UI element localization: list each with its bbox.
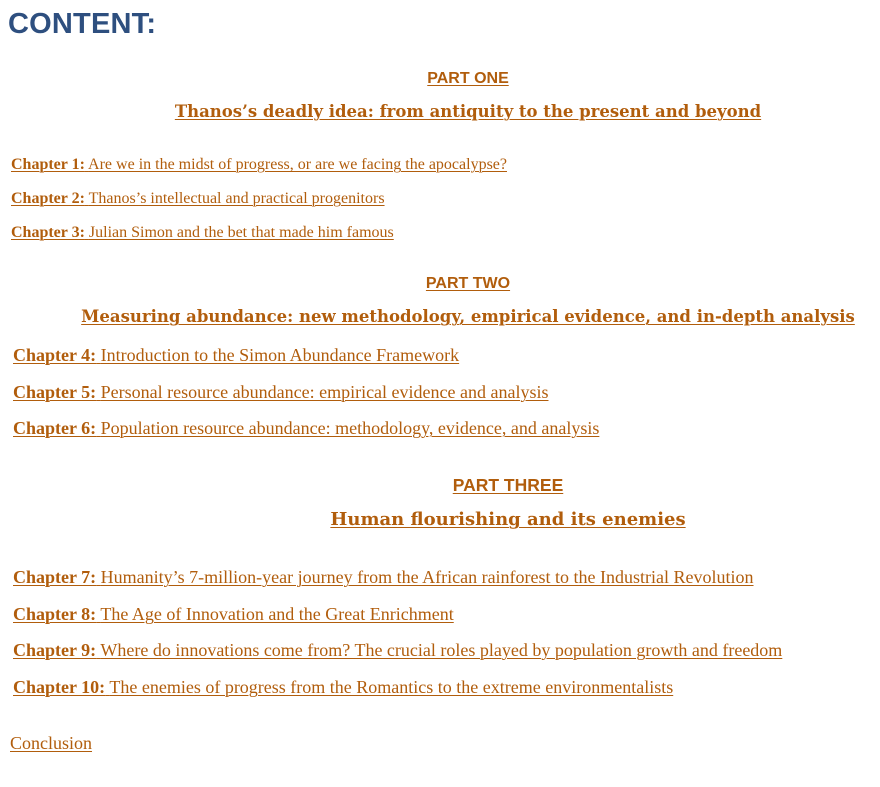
chapter-number: Chapter 4: xyxy=(13,345,97,365)
chapter-title: Introduction to the Simon Abundance Framework xyxy=(100,345,460,365)
chapter-title: Where do innovations come from? The crucial roles played by population growth and freedom xyxy=(100,640,783,660)
chapter-2-link[interactable] xyxy=(11,190,385,208)
part-two-title[interactable]: Measuring abundance: new methodology, empirical evidence, and in-depth analysis xyxy=(81,307,855,326)
chapter-3-link[interactable] xyxy=(11,224,394,242)
chapter-number: Chapter 6: xyxy=(13,418,97,438)
chapter-title: Are we in the midst of progress, or are we facing the apocalypse? xyxy=(88,156,507,173)
chapter-title: Population resource abundance: methodology, evidence, and analysis xyxy=(100,418,600,438)
chapter-title: Thanos’s intellectual and practical progenitors xyxy=(88,190,385,207)
chapter-number: Chapter 10: xyxy=(13,677,106,697)
chapter-8-link[interactable] xyxy=(13,604,454,625)
chapter-4-link[interactable] xyxy=(13,345,459,366)
chapter-title: The enemies of progress from the Romantics to the extreme environmentalists xyxy=(109,677,674,697)
part-one-title[interactable]: Thanos’s deadly idea: from antiquity to the present and beyond xyxy=(174,102,762,121)
part-three-label[interactable]: PART THREE xyxy=(452,475,564,495)
chapter-6-link[interactable] xyxy=(13,418,599,439)
chapter-number: Chapter 7: xyxy=(13,567,97,587)
part-three-title[interactable]: Human flourishing and its enemies xyxy=(330,509,686,530)
page-heading: CONTENT: xyxy=(8,8,157,40)
part-two-label[interactable]: PART TWO xyxy=(425,275,511,292)
chapter-7-link[interactable] xyxy=(13,567,754,588)
chapter-title: Humanity’s 7-million-year journey from the African rainforest to the Industrial Revolution xyxy=(100,567,754,587)
chapter-number: Chapter 8: xyxy=(13,604,97,624)
chapter-title: Julian Simon and the bet that made him famous xyxy=(88,224,394,241)
chapter-number: Chapter 9: xyxy=(13,640,97,660)
chapter-title: The Age of Innovation and the Great Enrichment xyxy=(100,604,454,624)
chapter-number: Chapter 3: xyxy=(11,224,85,241)
chapter-5-link[interactable] xyxy=(13,382,548,403)
conclusion-link[interactable]: Conclusion xyxy=(10,733,93,753)
chapter-9-link[interactable] xyxy=(13,640,782,661)
chapter-10-link[interactable] xyxy=(13,677,673,698)
chapter-title: Personal resource abundance: empirical evidence and analysis xyxy=(100,382,549,402)
chapter-1-link[interactable] xyxy=(11,156,507,174)
chapter-number: Chapter 5: xyxy=(13,382,97,402)
part-one-label[interactable]: PART ONE xyxy=(427,70,509,87)
chapter-number: Chapter 1: xyxy=(11,156,85,173)
chapter-number: Chapter 2: xyxy=(11,190,85,207)
